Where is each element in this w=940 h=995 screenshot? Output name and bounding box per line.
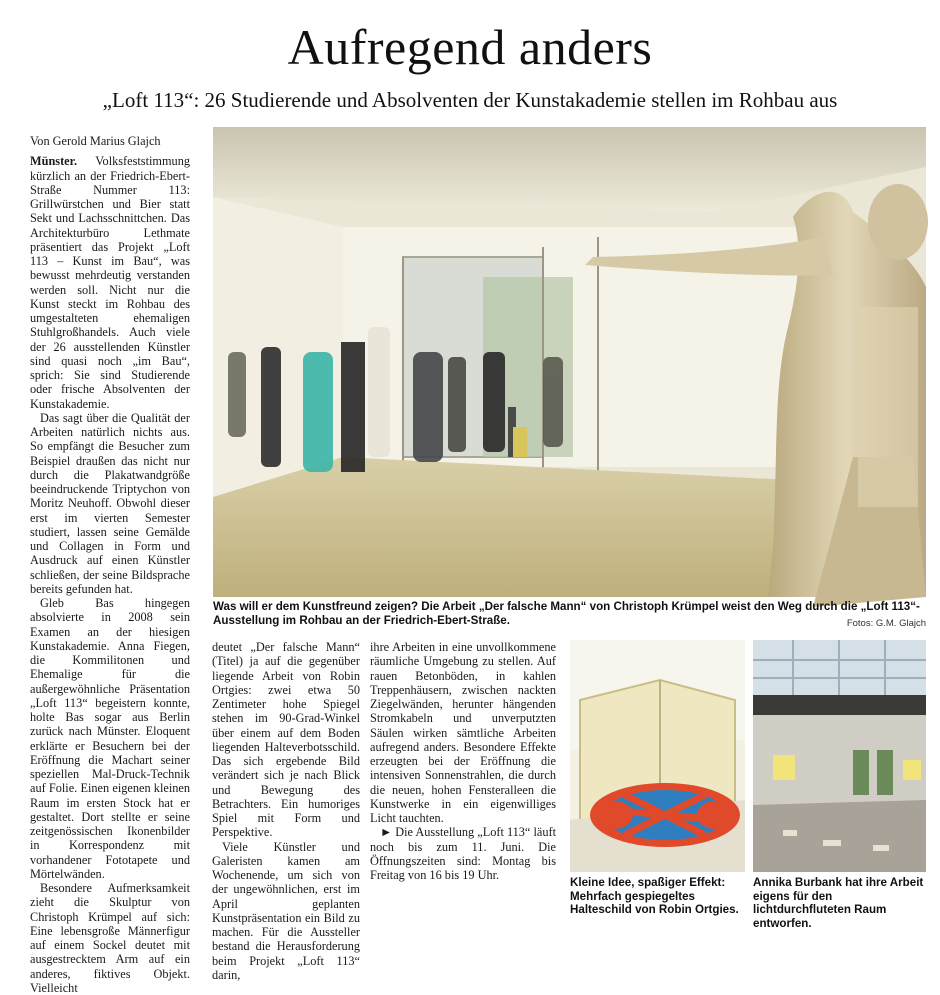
article-paragraph: Besondere Aufmerksamkeit zieht die Skulptur von Christoph Krümpel auf sich: Eine lebensgroße Männerfigur auf einem Sockel deutet mit ausgestrecktem Arm auf ein anderes, fiktives Objekt. Vielleicht (30, 881, 190, 995)
mirrored-sign-illustration (570, 640, 745, 872)
dateline: Münster. (30, 154, 78, 169)
article-paragraph: Viele Künstler und Galeristen kamen am Wochenende, um sich von der ungewöhnlichen, erst im April geplanten Kunstpräsentation ein Bild zu machen. Für die Aussteller bestand die Herausforderung beim Projekt „Loft 113“ darin, (212, 839, 360, 982)
article-column-1 (30, 134, 190, 995)
photo2-caption: Kleine Idee, spaßiger Effekt: Mehrfach gespiegeltes Halteschild von Robin Ortgies. (570, 876, 739, 916)
bright-room-illustration (753, 640, 926, 872)
article-column-2 (212, 640, 360, 982)
main-photo-illustration (213, 127, 926, 597)
photo-bright-room (753, 640, 926, 872)
main-photo-caption: Was will er dem Kunstfreund zeigen? Die Arbeit „Der falsche Mann“ von Christoph Krümpel weist den Weg durch die „Loft 113“-Ausstellung im Rohbau an der Friedrich-Ebert-Straße. (213, 600, 920, 627)
headline: Aufregend anders (287, 19, 653, 75)
byline: Von Gerold Marius Glajch (30, 134, 161, 148)
article-column-3 (370, 640, 556, 882)
article-paragraph: ihre Arbeiten in eine unvollkommene räumliche Umgebung zu stellen. Auf rauen Betonböden, in kahlen Treppenhäusern, zwischen nackten Ziegelwänden, herunter hängenden Stromkabeln und unverputzten Säulen wirken sämtliche Arbeiten aufregend anders. Besondere Effekte erzeugten bei der Eröffnung die intensiven Sonnenstrahlen, die durch die neuen, hohen Fensteralleen die Kunstwerke in ein eigenwilliges Licht tauchten. (370, 640, 556, 825)
article-paragraph: ► Die Ausstellung „Loft 113“ läuft noch bis zum 11. Juni. Die Öffnungszeiten sind: Montag bis Freitag von 16 bis 19 Uhr. (370, 825, 556, 882)
article-paragraph: deutet „Der falsche Mann“ (Titel) ja auf die gegenüber liegende Arbeit von Robin Ortgies: zwei etwa 50 Zentimeter hohe Spiegel stehen im 90-Grad-Winkel über einem auf dem Boden liegenden Halteverbotsschild. Das sich ergebende Bild verändert sich je nach Blick und Bewegung des Betrachters. Ein humoriges Spiel mit Form und Perspektive. (212, 640, 360, 840)
photo3-caption: Annika Burbank hat ihre Arbeit eigens für den lichtdurchfluteten Raum entworfen. (753, 876, 924, 930)
photo-mirrored-sign (570, 640, 745, 872)
article-paragraph: Das sagt über die Qualität der Arbeiten natürlich nichts aus. So empfängt die Besucher zum Beispiel draußen das nicht nur durch die Plakatwandgröße beeindruckende Triptychon von Moritz Neuhoff. Obwohl dieser erst im vierten Semester studiert, lassen seine Gemälde und Collagen in Form und Ausdruck auf einen Künstler schließen, der seine Bildsprache bereits gefunden hat. (30, 410, 190, 596)
subheadline: „Loft 113“: 26 Studierende und Absolventen der Kunstakademie stellen im Rohbau aus (102, 88, 838, 112)
article-paragraph: Gleb Bas hingegen absolvierte in 2008 sein Examen an der hiesigen Kunstakademie. Anna Fiegen, die Kommilitonen und Ehemalige für die außergewöhnliche Präsentation „Loft 113“ begeistern konnte, holte Bas sogar aus Berlin zurück nach Münster. Eloquent erklärte er Besuchern bei der Eröffnung die Machart seiner speziellen Mal-Druck-Technik auf Folie. Einen eigenen kleinen Raum im ersten Stock hat er gestaltet. Dort stellte er seine zeitgenössischen Ikonenbilder in Korrespondenz mit vorhandener Fototapete und Mörtelwänden. (30, 596, 190, 881)
article-paragraph: Münster. Volksfeststimmung kürzlich an der Friedrich-Ebert-Straße Nummer 113: Grillwürstchen und Bier statt Sekt und Lachsschnittchen. Das Architekturbüro Lethmate präsentiert das Projekt „Loft 113 – Kunst im Bau“, was bewusst mehrdeutig verstanden werden soll. Nicht nur die Kunst steckt im Rohbau des umgestalteten ehemaligen Stuhlgroßhandels. Auch viele der 26 ausstellenden Künstler sind quasi noch „im Bau“, sprich: Sie sind Studierende oder frische Absolventen der Kunstakademie. (30, 154, 190, 411)
main-photo-sculpture (213, 127, 926, 597)
photo-credit: Fotos: G.M. Glajch (846, 618, 926, 629)
